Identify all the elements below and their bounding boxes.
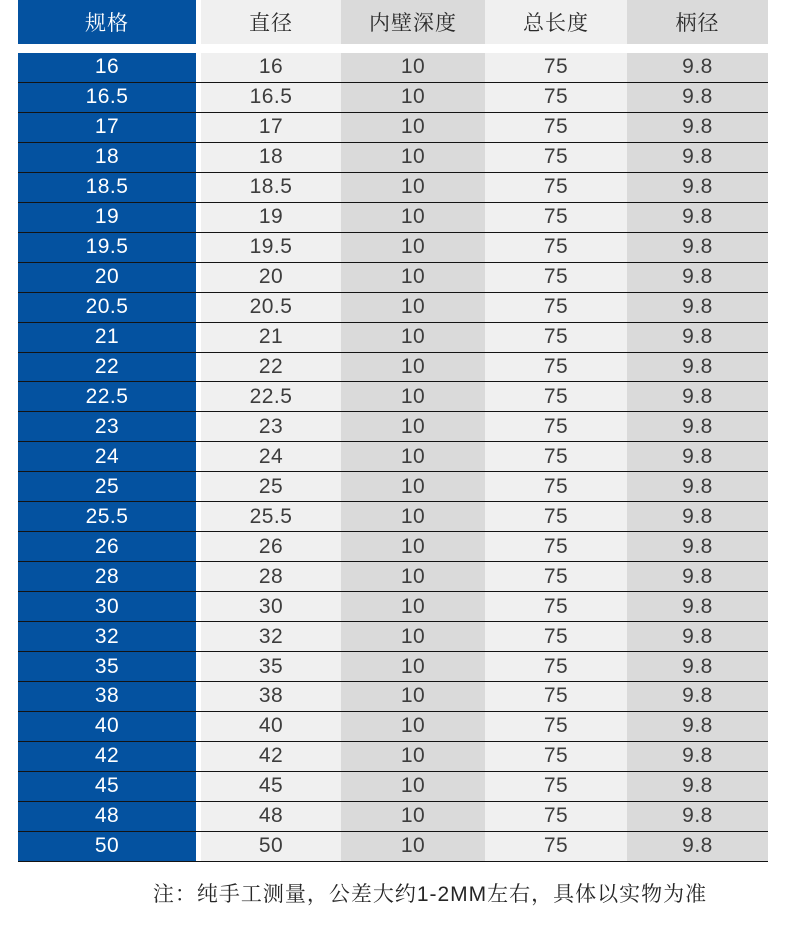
cell-spec: 19.5 — [18, 233, 196, 262]
cell-diameter: 24 — [201, 442, 341, 471]
cell-inner-depth: 10 — [341, 502, 485, 531]
cell-handle-diameter: 9.8 — [627, 802, 768, 831]
cell-spec: 30 — [18, 592, 196, 621]
cell-spec: 25.5 — [18, 502, 196, 531]
measurement-note: 注：纯手工测量，公差大约1-2MM左右，具体以实物为准 — [152, 883, 708, 906]
table-row — [18, 203, 768, 233]
cell-total-length: 75 — [485, 233, 627, 262]
header-spec: 规格 — [18, 0, 196, 44]
table-row — [18, 53, 768, 83]
cell-inner-depth: 10 — [341, 622, 485, 651]
table-row — [18, 622, 768, 652]
cell-inner-depth: 10 — [341, 203, 485, 232]
cell-inner-depth: 10 — [341, 742, 485, 771]
cell-diameter: 20 — [201, 263, 341, 292]
cell-diameter: 28 — [201, 562, 341, 591]
cell-inner-depth: 10 — [341, 412, 485, 441]
cell-total-length: 75 — [485, 442, 627, 471]
cell-spec: 17 — [18, 113, 196, 142]
cell-handle-diameter: 9.8 — [627, 712, 768, 741]
cell-spec: 16 — [18, 53, 196, 82]
header-handle-diameter: 柄径 — [627, 0, 768, 44]
table-row — [18, 442, 768, 472]
cell-spec: 32 — [18, 622, 196, 651]
table-row — [18, 113, 768, 143]
cell-handle-diameter: 9.8 — [627, 472, 768, 501]
cell-inner-depth: 10 — [341, 592, 485, 621]
cell-total-length: 75 — [485, 592, 627, 621]
cell-handle-diameter: 9.8 — [627, 412, 768, 441]
cell-diameter: 35 — [201, 652, 341, 681]
cell-diameter: 45 — [201, 772, 341, 801]
cell-total-length: 75 — [485, 143, 627, 172]
table-row — [18, 233, 768, 263]
table-row — [18, 293, 768, 323]
cell-diameter: 38 — [201, 682, 341, 711]
cell-inner-depth: 10 — [341, 802, 485, 831]
cell-spec: 20 — [18, 263, 196, 292]
cell-inner-depth: 10 — [341, 83, 485, 112]
cell-diameter: 22.5 — [201, 382, 341, 411]
cell-handle-diameter: 9.8 — [627, 562, 768, 591]
cell-diameter: 18.5 — [201, 173, 341, 202]
cell-inner-depth: 10 — [341, 832, 485, 861]
cell-inner-depth: 10 — [341, 263, 485, 292]
table-row — [18, 83, 768, 113]
table-row — [18, 532, 768, 562]
cell-diameter: 25 — [201, 472, 341, 501]
cell-total-length: 75 — [485, 83, 627, 112]
table-row — [18, 412, 768, 442]
cell-diameter: 18 — [201, 143, 341, 172]
cell-handle-diameter: 9.8 — [627, 382, 768, 411]
cell-handle-diameter: 9.8 — [627, 502, 768, 531]
cell-spec: 16.5 — [18, 83, 196, 112]
cell-inner-depth: 10 — [341, 472, 485, 501]
cell-spec: 40 — [18, 712, 196, 741]
table-row — [18, 562, 768, 592]
cell-handle-diameter: 9.8 — [627, 293, 768, 322]
cell-inner-depth: 10 — [341, 173, 485, 202]
cell-spec: 48 — [18, 802, 196, 831]
cell-spec: 22 — [18, 353, 196, 382]
cell-spec: 19 — [18, 203, 196, 232]
cell-total-length: 75 — [485, 353, 627, 382]
table-row — [18, 682, 768, 712]
cell-handle-diameter: 9.8 — [627, 83, 768, 112]
table-row — [18, 143, 768, 173]
cell-handle-diameter: 9.8 — [627, 173, 768, 202]
cell-spec: 42 — [18, 742, 196, 771]
cell-handle-diameter: 9.8 — [627, 113, 768, 142]
cell-handle-diameter: 9.8 — [627, 263, 768, 292]
cell-inner-depth: 10 — [341, 143, 485, 172]
cell-total-length: 75 — [485, 53, 627, 82]
table-header-row — [18, 0, 768, 44]
cell-spec: 35 — [18, 652, 196, 681]
table-row — [18, 382, 768, 412]
cell-spec: 45 — [18, 772, 196, 801]
cell-total-length: 75 — [485, 832, 627, 861]
cell-inner-depth: 10 — [341, 772, 485, 801]
cell-handle-diameter: 9.8 — [627, 832, 768, 861]
spec-table — [18, 0, 768, 862]
cell-inner-depth: 10 — [341, 53, 485, 82]
cell-total-length: 75 — [485, 742, 627, 771]
cell-diameter: 30 — [201, 592, 341, 621]
table-row — [18, 353, 768, 383]
cell-total-length: 75 — [485, 472, 627, 501]
table-row — [18, 323, 768, 353]
cell-handle-diameter: 9.8 — [627, 682, 768, 711]
cell-spec: 20.5 — [18, 293, 196, 322]
cell-total-length: 75 — [485, 293, 627, 322]
cell-inner-depth: 10 — [341, 712, 485, 741]
cell-inner-depth: 10 — [341, 293, 485, 322]
table-row — [18, 832, 768, 862]
cell-inner-depth: 10 — [341, 323, 485, 352]
cell-total-length: 75 — [485, 382, 627, 411]
cell-inner-depth: 10 — [341, 652, 485, 681]
cell-handle-diameter: 9.8 — [627, 742, 768, 771]
table-row — [18, 263, 768, 293]
table-row — [18, 173, 768, 203]
table-body — [18, 53, 768, 862]
cell-handle-diameter: 9.8 — [627, 203, 768, 232]
table-row — [18, 502, 768, 532]
cell-spec: 24 — [18, 442, 196, 471]
cell-handle-diameter: 9.8 — [627, 233, 768, 262]
cell-total-length: 75 — [485, 712, 627, 741]
cell-diameter: 23 — [201, 412, 341, 441]
cell-total-length: 75 — [485, 682, 627, 711]
cell-spec: 28 — [18, 562, 196, 591]
cell-total-length: 75 — [485, 562, 627, 591]
header-inner-depth: 内壁深度 — [341, 0, 485, 44]
table-row — [18, 472, 768, 502]
cell-total-length: 75 — [485, 113, 627, 142]
cell-spec: 21 — [18, 323, 196, 352]
cell-diameter: 42 — [201, 742, 341, 771]
cell-diameter: 50 — [201, 832, 341, 861]
cell-handle-diameter: 9.8 — [627, 592, 768, 621]
cell-total-length: 75 — [485, 802, 627, 831]
table-row — [18, 742, 768, 772]
cell-diameter: 19.5 — [201, 233, 341, 262]
cell-diameter: 22 — [201, 353, 341, 382]
cell-handle-diameter: 9.8 — [627, 532, 768, 561]
cell-diameter: 17 — [201, 113, 341, 142]
cell-diameter: 16 — [201, 53, 341, 82]
cell-diameter: 16.5 — [201, 83, 341, 112]
cell-inner-depth: 10 — [341, 113, 485, 142]
cell-total-length: 75 — [485, 622, 627, 651]
cell-spec: 25 — [18, 472, 196, 501]
cell-total-length: 75 — [485, 203, 627, 232]
cell-total-length: 75 — [485, 263, 627, 292]
header-body-gap — [18, 44, 768, 53]
header-diameter: 直径 — [201, 0, 341, 44]
cell-diameter: 26 — [201, 532, 341, 561]
cell-inner-depth: 10 — [341, 382, 485, 411]
cell-handle-diameter: 9.8 — [627, 53, 768, 82]
cell-total-length: 75 — [485, 173, 627, 202]
cell-inner-depth: 10 — [341, 442, 485, 471]
table-row — [18, 652, 768, 682]
cell-total-length: 75 — [485, 652, 627, 681]
cell-total-length: 75 — [485, 532, 627, 561]
cell-spec: 50 — [18, 832, 196, 861]
cell-handle-diameter: 9.8 — [627, 622, 768, 651]
cell-inner-depth: 10 — [341, 562, 485, 591]
cell-handle-diameter: 9.8 — [627, 442, 768, 471]
cell-handle-diameter: 9.8 — [627, 323, 768, 352]
cell-spec: 23 — [18, 412, 196, 441]
table-row — [18, 712, 768, 742]
cell-total-length: 75 — [485, 323, 627, 352]
cell-spec: 38 — [18, 682, 196, 711]
cell-diameter: 20.5 — [201, 293, 341, 322]
table-row — [18, 802, 768, 832]
cell-total-length: 75 — [485, 772, 627, 801]
cell-diameter: 25.5 — [201, 502, 341, 531]
cell-handle-diameter: 9.8 — [627, 143, 768, 172]
cell-spec: 18 — [18, 143, 196, 172]
cell-spec: 18.5 — [18, 173, 196, 202]
cell-total-length: 75 — [485, 502, 627, 531]
cell-spec: 22.5 — [18, 382, 196, 411]
cell-diameter: 32 — [201, 622, 341, 651]
table-row — [18, 592, 768, 622]
cell-handle-diameter: 9.8 — [627, 772, 768, 801]
cell-diameter: 40 — [201, 712, 341, 741]
cell-diameter: 19 — [201, 203, 341, 232]
cell-diameter: 21 — [201, 323, 341, 352]
cell-inner-depth: 10 — [341, 682, 485, 711]
cell-inner-depth: 10 — [341, 233, 485, 262]
table-row — [18, 772, 768, 802]
cell-diameter: 48 — [201, 802, 341, 831]
header-total-length: 总长度 — [485, 0, 627, 44]
cell-inner-depth: 10 — [341, 353, 485, 382]
cell-handle-diameter: 9.8 — [627, 353, 768, 382]
cell-inner-depth: 10 — [341, 532, 485, 561]
cell-handle-diameter: 9.8 — [627, 652, 768, 681]
cell-total-length: 75 — [485, 412, 627, 441]
cell-spec: 26 — [18, 532, 196, 561]
